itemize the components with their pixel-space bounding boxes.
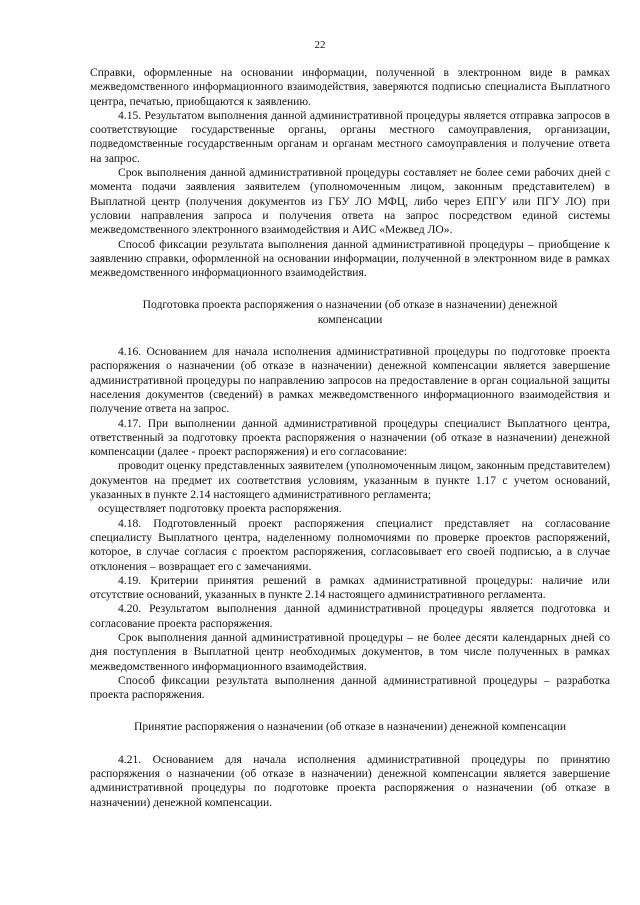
section-heading: Принятие распоряжения о назначении (об отказе в назначении) денежной компенсации — [133, 720, 567, 734]
paragraph: 4.20. Результатом выполнения данной административной процедуры является подготовка и согласование проекта распоряжения. — [90, 602, 610, 630]
paragraph: 4.17. При выполнении данной административной процедуры специалист Выплатного центра, ответственный за подготовку проекта распоряжения о назначении (об отказе в назначении) денежной компенсации (далее - проект распоряжения) и его согласование: — [90, 416, 610, 459]
paragraph: Способ фиксации результата выполнения данной административной процедуры – приобщение к заявлению справки, оформленной на основании информации, полученной в электронном виде в рамках межведомственного информационного взаимодействия. — [90, 237, 610, 280]
page-number: 22 — [314, 39, 326, 51]
paragraph: 4.21. Основанием для начала исполнения административной процедуры по принятию распоряжения о назначении (об отказе в назначении) денежной компенсации является завершение административной процедуры по подготовке проекта распоряжения о назначении (об отказе в назначении) денежной компенсации. — [90, 752, 610, 809]
paragraph: осуществляет подготовку проекта распоряжения. — [98, 502, 342, 516]
paragraph: Способ фиксации результата выполнения данной административной процедуры – разработка проекта распоряжения. — [90, 673, 610, 702]
section-heading: Подготовка проекта распоряжения о назначении (об отказе в назначении) денежной компенсации — [142, 298, 558, 326]
paragraph: Срок выполнения данной административной процедуры – не более десяти календарных дней со дня поступления в Выплатной центр необходимых документов, в том числе полученных в рамках межведомственного информационного взаимодействия. — [90, 630, 610, 673]
paragraph: Справки, оформленные на основании информации, полученной в электронном виде в рамках межведомственного информационного взаимодействия, заверяются подписью специалиста Выплатного центра, печатью, приобщаются к заявлению. — [90, 66, 610, 108]
paragraph: 4.19. Критерии принятия решений в рамках административной процедуры: наличие или отсутствие оснований, указанных в пункте 2.14 настоящего административного регламента. — [90, 573, 610, 602]
paragraph: Срок выполнения данной административной процедуры составляет не более семи рабочих дней с момента подачи заявления заявителем (уполномоченным лицом, законным представителем) в Выплатной центр (получения документов из ГБУ ЛО МФЦ, либо через ЕПГУ или ПГУ ЛО) при условии направления запроса и получения ответа на запрос посредством единой системы межведомственного электронного взаимодействия и АИС «Межвед ЛО». — [90, 166, 610, 237]
paragraph: 4.16. Основанием для начала исполнения административной процедуры по подготовке проекта распоряжения о назначении (об отказе в назначении) денежной компенсации является завершение административной процедуры по направлению запросов на предоставление в орган социальной защиты населения документов (сведений) в рамках межведомственного информационного взаимодействия и получение ответа на запрос. — [90, 345, 610, 416]
paragraph: 4.15. Результатом выполнения данной административной процедуры является отправка запросов в соответствующие государственные органы, органы местного самоуправления, организации, подведомственные государственным органам и органам местного самоуправления и получение ответа на запрос. — [90, 108, 610, 165]
document-body — [90, 66, 610, 810]
paragraph: 4.18. Подготовленный проект распоряжения специалист представляет на согласование специалисту Выплатного центра, наделенному полномочиями по проверке проектов распоряжений, которое, в случае согласия с проектом распоряжения, согласовывает его своей подписью, а в случае отклонения – возвращает его с замечаниями. — [90, 516, 610, 573]
paragraph: проводит оценку представленных заявителем (уполномоченным лицом, законным представителем) документов на предмет их соответствия условиям, указанным в пункте 1.17 с учетом оснований, указанных в пункте 2.14 настоящего административного регламента; — [90, 459, 610, 502]
